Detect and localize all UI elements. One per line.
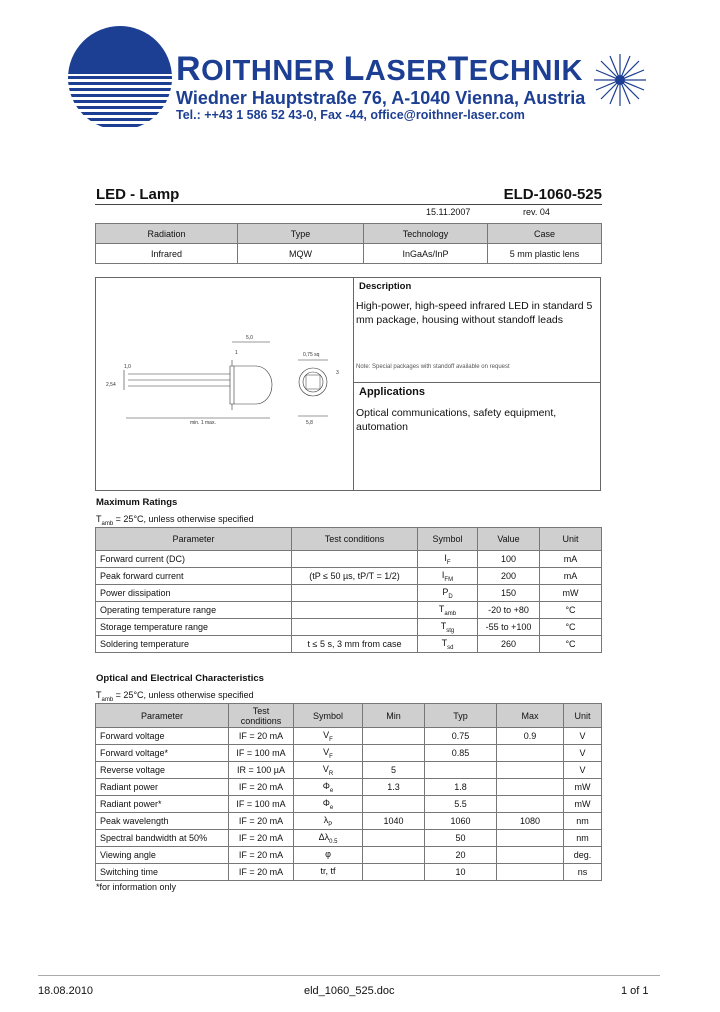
table-row: Peak forward current (tP ≤ 50 µs, tP/T = 1/2) $I_{FM}$ 200 mA (96, 568, 602, 585)
spec-header: Radiation (96, 224, 238, 244)
spec-case: 5 mm plastic lens (488, 244, 602, 264)
max-header: Unit (540, 528, 602, 551)
max-header: Test conditions (292, 528, 418, 551)
footer-divider (38, 975, 660, 976)
spec-radiation: Infrared (96, 244, 238, 264)
spec-type: MQW (238, 244, 364, 264)
description-text: High-power, high-speed infrared LED in standard 5 mm package, housing without standoff leads (356, 300, 593, 326)
title-divider (95, 204, 602, 205)
max-header: Symbol (418, 528, 478, 551)
table-row: Radiant power IF = 20 mA $\Phi_e$ 1.3 1.8 mW (96, 779, 602, 796)
table-row: Forward voltage IF = 20 mA $V_F$ 0.75 0.9 V (96, 728, 602, 745)
dim-label: 0,75 sq (303, 352, 320, 358)
description-heading: Description (359, 281, 412, 292)
table-row: Storage temperature range $T_{stg}$ -55 to +100 °C (96, 619, 602, 636)
dim-label: 2,54 (106, 382, 116, 388)
opt-header: Unit (564, 704, 602, 728)
spec-table (95, 223, 602, 264)
description-note: Note: Special packages with standoff available on request (356, 364, 510, 370)
spec-header: Case (488, 224, 602, 244)
dim-label: 1,0 (124, 364, 131, 370)
table-row: Operating temperature range $T_{amb}$ -20 to +80 °C (96, 602, 602, 619)
company-logo-circle (66, 24, 174, 132)
opt-header: Test conditions (229, 704, 294, 728)
max-header: Value (478, 528, 540, 551)
footer-page: 1 of 1 (621, 985, 649, 997)
opt-header: Typ (425, 704, 497, 728)
opt-header: Min (363, 704, 425, 728)
table-row: Radiant power* IF = 100 mA $\Phi_e$ 5.5 mW (96, 796, 602, 813)
dim-label: 5,0 (246, 335, 253, 341)
opt-header: Symbol (294, 704, 363, 728)
company-name: ROITHNER LASERTECHNIK (176, 50, 583, 88)
spec-header: Type (238, 224, 364, 244)
document-date: 15.11.2007 (426, 207, 471, 217)
dim-label: min. 1 max. (190, 420, 216, 426)
table-row: Power dissipation $P_D$ 150 mW (96, 585, 602, 602)
table-row: Switching time IF = 20 mA tr, tf 10 ns (96, 864, 602, 881)
spec-technology: InGaAs/InP (364, 244, 488, 264)
optical-condition: $T_{amb} = 25^\circ C$, unless otherwise specified (96, 690, 254, 703)
max-ratings-condition: $T_{amb} = 25^\circ C$, unless otherwise specified (96, 514, 254, 527)
footer-filename: eld_1060_525.doc (304, 985, 395, 997)
table-row: Forward voltage* IF = 100 mA $V_F$ 0.85 V (96, 745, 602, 762)
table-row: Soldering temperature t ≤ 5 s, 3 mm from case $T_{sd}$ 260 °C (96, 636, 602, 653)
opt-header: Max (497, 704, 564, 728)
spec-header: Technology (364, 224, 488, 244)
starburst-icon (592, 52, 648, 108)
dim-label: 1 (235, 350, 238, 356)
part-number: ELD-1060-525 (503, 186, 602, 203)
footnote: *for information only (96, 882, 177, 892)
footer-date: 18.08.2010 (38, 985, 94, 997)
opt-header: Parameter (96, 704, 229, 728)
document-revision: rev. 04 (523, 207, 550, 217)
applications-text: Optical communications, safety equipment, automation (356, 407, 557, 433)
description-divider (353, 277, 354, 491)
optical-heading: Optical and Electrical Characteristics (96, 673, 264, 684)
dim-label: 5,8 (306, 420, 313, 426)
dim-label: 3 (336, 370, 339, 376)
max-ratings-table (95, 527, 602, 653)
product-title: LED - Lamp (96, 186, 180, 203)
company-contact: Tel.: ++43 1 586 52 43-0, Fax -44, office@roithner-laser.com (176, 108, 525, 122)
table-row: Viewing angle IF = 20 mA φ 20 deg. (96, 847, 602, 864)
table-row: Spectral bandwidth at 50% IF = 20 mA $\Delta\lambda_{0.5}$ 50 nm (96, 830, 602, 847)
applications-divider (354, 382, 601, 383)
table-row: Forward current (DC) $I_F$ 100 mA (96, 551, 602, 568)
max-header: Parameter (96, 528, 292, 551)
table-row: Reverse voltage IR = 100 µA $V_R$ 5 V (96, 762, 602, 779)
table-row: Peak wavelength IF = 20 mA $\lambda_P$ 1040 1060 1080 nm (96, 813, 602, 830)
package-drawing (98, 330, 350, 430)
company-address: Wiedner Hauptstraße 76, A-1040 Vienna, Austria (176, 88, 586, 108)
max-ratings-heading: Maximum Ratings (96, 497, 178, 508)
optical-table (95, 703, 602, 881)
applications-heading: Applications (359, 386, 426, 398)
